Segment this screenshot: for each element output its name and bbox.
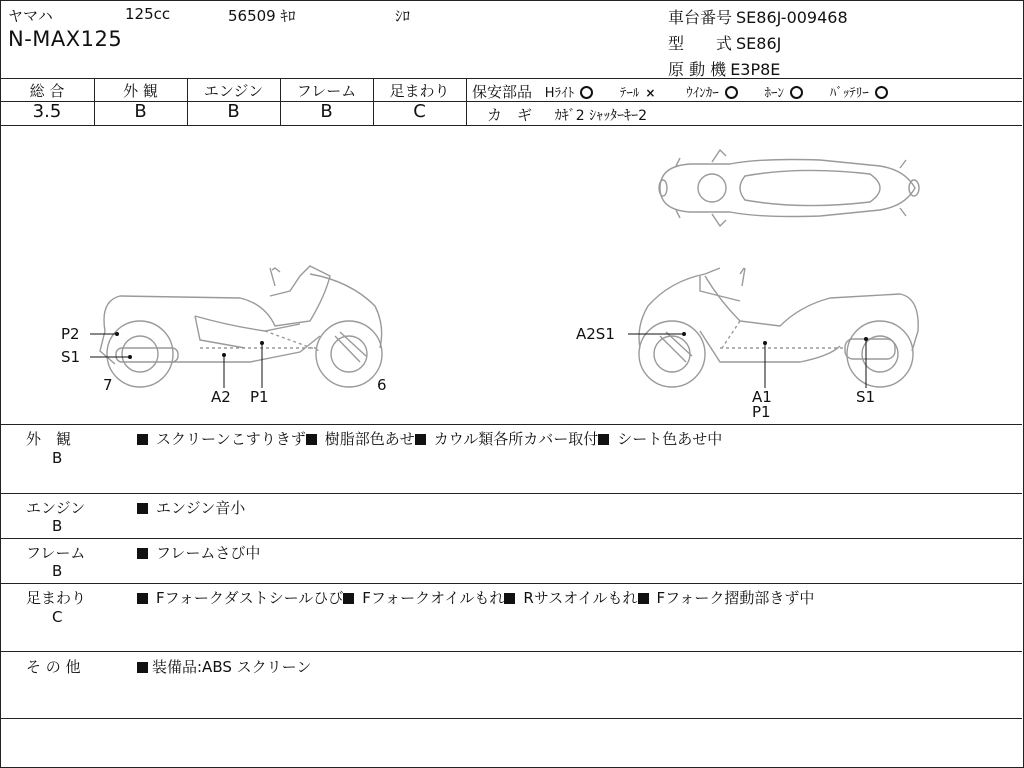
scooter-top-view xyxy=(659,150,919,226)
diagram-label-p2: P2 xyxy=(61,325,80,343)
grade-overall-value: 3.5 xyxy=(32,101,62,122)
diagram-label-s1-right: S1 xyxy=(856,388,876,406)
safety-item-tail: ﾃｰﾙ × xyxy=(619,86,656,101)
circle-icon xyxy=(580,86,593,99)
type-label: 型 式 xyxy=(668,34,733,53)
bullet-icon xyxy=(137,548,148,559)
bullet-icon xyxy=(137,503,148,514)
safety-parts-row xyxy=(472,81,888,102)
displacement: 125cc xyxy=(125,5,171,23)
bullet-icon xyxy=(504,593,515,604)
remark-suspension-items: Fフォークダストシールひび Fフォークオイルもれ Rサスオイルもれ Fフォーク摺動部きず中 xyxy=(137,587,814,608)
diagram-label-a2: A2 xyxy=(211,388,231,406)
circle-icon xyxy=(725,86,738,99)
bullet-icon xyxy=(343,593,354,604)
frame-no: SE86J-009468 xyxy=(736,8,848,27)
circle-icon xyxy=(790,86,803,99)
mileage: 56509 ｷﾛ xyxy=(228,7,296,25)
safety-item-battery: ﾊﾞｯﾃﾘｰ xyxy=(830,86,888,101)
scooter-diagram xyxy=(0,126,1022,424)
engine-value: E3P8E xyxy=(730,60,781,79)
diagram-label-p1: P1 xyxy=(250,388,269,406)
engine-label: 原 動 機 xyxy=(668,60,727,79)
key-label: カ ギ xyxy=(487,106,533,124)
safety-label: 保安部品 xyxy=(472,83,533,101)
remark-frame-label: フレーム xyxy=(26,544,86,562)
remark-other-items: 装備品:ABS スクリーン xyxy=(137,656,311,677)
scooter-right-view xyxy=(639,268,918,387)
engine-row xyxy=(668,57,780,80)
grade-overall-label: 総 合 xyxy=(29,82,65,100)
bullet-icon xyxy=(306,434,317,445)
bullet-icon xyxy=(415,434,426,445)
key-value: ｶｷﾞ2 ｼｬｯﾀｰｷｰ2 xyxy=(554,108,648,124)
grade-engine-value: B xyxy=(227,101,240,122)
maker: ヤマハ xyxy=(8,7,53,25)
diagram-label-7: 7 xyxy=(103,376,113,394)
bullet-icon xyxy=(638,593,649,604)
frame-no-label: 車台番号 xyxy=(668,8,733,27)
remark-engine-label: エンジン xyxy=(26,499,86,517)
bullet-icon xyxy=(137,434,148,445)
divider xyxy=(0,78,1022,79)
diagram-label-a2s1: A2S1 xyxy=(576,325,615,343)
grade-engine-label: エンジン xyxy=(203,82,264,100)
diagram-label-a1: A1 xyxy=(752,388,772,406)
grade-frame-value: B xyxy=(320,101,333,122)
remark-other-label: そ の 他 xyxy=(26,658,81,676)
type-value: SE86J xyxy=(736,34,782,53)
grade-frame-label: フレーム xyxy=(296,82,357,100)
remark-exterior-grade: B xyxy=(52,449,63,467)
remark-frame-items: フレームさび中 xyxy=(137,542,260,563)
remark-engine-grade: B xyxy=(52,517,63,535)
grade-suspension-value: C xyxy=(413,101,426,122)
remark-engine-items: エンジン音小 xyxy=(137,497,245,518)
cross-icon: × xyxy=(645,86,656,100)
bullet-icon xyxy=(137,662,148,673)
diagram-label-p1-right: P1 xyxy=(752,403,771,421)
remark-frame-grade: B xyxy=(52,562,63,580)
grade-suspension-label: 足まわり xyxy=(389,82,450,100)
diagram-label-6: 6 xyxy=(377,376,387,394)
grade-exterior-label: 外 観 xyxy=(123,82,158,100)
remark-suspension-grade: C xyxy=(52,608,63,626)
remark-exterior-label: 外 観 xyxy=(26,430,72,448)
remark-exterior-items: スクリーンこすりきず 樹脂部色あせ カウル類各所カバー取付 シート色あせ中 xyxy=(137,428,722,449)
remark-suspension-label: 足まわり xyxy=(26,589,87,607)
key-row xyxy=(487,104,647,125)
diagram-label-s1: S1 xyxy=(61,348,81,366)
color: ｼﾛ xyxy=(395,7,411,25)
bullet-icon xyxy=(137,593,148,604)
type-row xyxy=(668,31,781,54)
divider xyxy=(0,424,1022,425)
grade-exterior-value: B xyxy=(134,101,147,122)
safety-item-horn: ﾎｰﾝ xyxy=(764,86,803,101)
bullet-icon xyxy=(598,434,609,445)
safety-item-headlight: Hﾗｲﾄ xyxy=(545,86,593,101)
scooter-left-view xyxy=(100,266,382,387)
frame-no-row xyxy=(668,5,848,28)
circle-icon xyxy=(875,86,888,99)
safety-item-winker: ｳｲﾝｶｰ xyxy=(686,86,738,101)
model-name: N-MAX125 xyxy=(8,27,123,51)
